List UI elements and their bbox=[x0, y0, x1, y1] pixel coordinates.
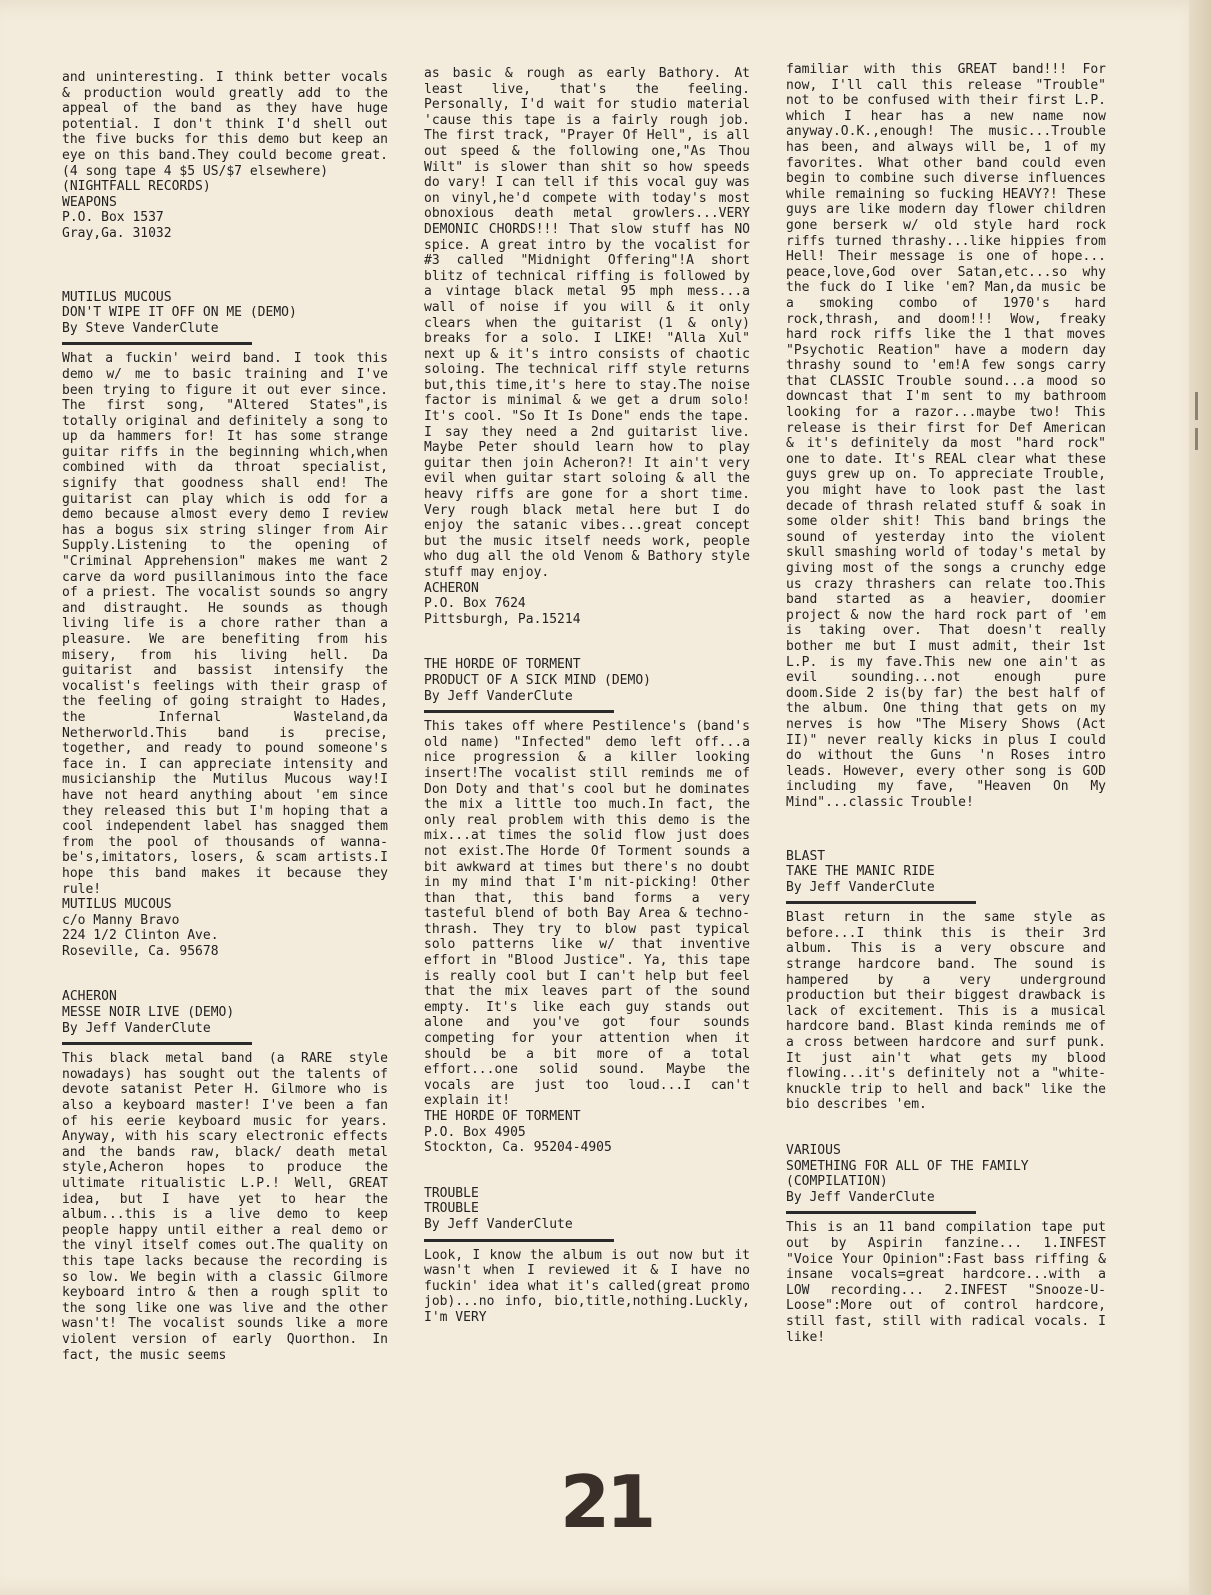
column-3 bbox=[786, 62, 1106, 1345]
column-1 bbox=[62, 70, 388, 1363]
review-band: ACHERON bbox=[62, 989, 117, 1005]
column-2 bbox=[424, 66, 750, 1326]
address-line: Roseville, Ca. 95678 bbox=[62, 943, 219, 959]
address-line: WEAPONS bbox=[62, 194, 117, 210]
review-title: DON'T WIPE IT OFF ON ME (DEMO) bbox=[62, 305, 297, 321]
address-line: THE HORDE OF TORMENT bbox=[424, 1109, 581, 1124]
intro-address bbox=[62, 179, 388, 241]
review-byline: By Jeff VanderClute bbox=[786, 1189, 935, 1205]
heading-rule bbox=[786, 901, 976, 904]
review-body: This black metal band (a RARE style nowadays) has sought out the talents of devote satanist Peter H. Gilmore who is also a keyboard master! I've been a fan of his eerie keyboard music for years. Anyway, with his scary electronic effects and the bands raw, black/ death metal style,Acheron hopes to produce the ultimate ritualistic L.P.! Well, GREAT idea, but I have yet to hear the album...this is a live demo to keep people happy until either a real demo or the vinyl itself comes out.The quality on this tape lacks because the recording is so low. We begin with a classic Gilmore keyboard intro & then a rough split to the song like one was live and the other wasn't! The vocalist sounds like a more violent version of early Quorthon. In fact, the music seems bbox=[62, 1051, 388, 1363]
review-various bbox=[786, 1143, 1106, 1345]
address-line: (NIGHTFALL RECORDS) bbox=[62, 179, 211, 195]
review-blast bbox=[786, 849, 1106, 1114]
heading-rule bbox=[424, 710, 614, 713]
address-line: 224 1/2 Clinton Ave. bbox=[62, 928, 219, 944]
review-body: Look, I know the album is out now but it wasn't when I reviewed it & I have no fuckin' idea what it's called(great promo job)...no info, bio,title,nothing.Luckly, I'm VERY bbox=[424, 1247, 750, 1325]
address-line: Gray,Ga. 31032 bbox=[62, 225, 172, 241]
address-line: Pittsburgh, Pa.15214 bbox=[424, 611, 581, 627]
address-line: c/o Manny Bravo bbox=[62, 912, 180, 928]
heading-rule bbox=[62, 1042, 252, 1045]
review-band: BLAST bbox=[786, 848, 826, 864]
review-title: TAKE THE MANIC RIDE bbox=[786, 864, 935, 880]
acheron-address bbox=[424, 581, 750, 628]
review-body-continued: as basic & rough as early Bathory. At least live, that's the feeling. Personally, I'd wait for studio material 'cause this tape is a fairly rough job. The first track, "Prayer Of Hell", is all out speed & the following one,"As Thou Wilt" is slower than shit so how speeds do vary! I can tell if this vocal guy was on vinyl,he'd compete with today's most obnoxious death metal growlers...VERY DEMONIC CHORDS!!! That slow stuff has NO spice. A great intro by the vocalist for #3 called "Midnight Offering"!A short blitz of technical riffing is followed by a vintage black metal 95 mph mess...a wall of noise if you will & it only clears when the guitarist (1 & only) breaks for a solo. I LIKE! "Alla Xul" next up & it's intro consists of chaotic soloing. The technical riff style returns but,this time,it's here to stay.The noise factor is minimal & we get a drum solo! It's cool. "So It Is Done" ends the tape. I say they need a 2nd guitarist live. Maybe Peter should learn how to play guitar then join Acheron?! It ain't very evil when guitar start soloing & all the heavy riffs are gone for a short time. Very rough black metal here but I do enjoy the satanic vibes...great concept but the music itself needs work, people who dug all the old Venom & Bathory style stuff may enjoy. bbox=[424, 66, 750, 580]
review-band: VARIOUS bbox=[786, 1143, 841, 1158]
edge-mark bbox=[1195, 392, 1198, 420]
page-number: 21 bbox=[560, 1460, 653, 1544]
heading-rule bbox=[62, 342, 252, 345]
review-horde-of-torment bbox=[424, 657, 750, 1155]
review-title: MESSE NOIR LIVE (DEMO) bbox=[62, 1005, 235, 1021]
review-byline: By Jeff VanderClute bbox=[62, 1020, 211, 1036]
edge-mark bbox=[1195, 428, 1198, 450]
review-byline: By Jeff VanderClute bbox=[424, 1216, 573, 1232]
address-line: P.O. Box 7624 bbox=[424, 596, 526, 612]
intro-review-text: and uninteresting. I think better vocals & production would greatly add to the appeal of the band as they have huge potential. I don't think I'd shell out the five bucks for this demo but keep an eye on this band.They could become great. (4 song tape 4 $5 US/$7 elsewhere) bbox=[62, 70, 388, 179]
review-body: What a fuckin' weird band. I took this demo w/ me to basic training and I've been trying to figure it out ever since. The first song, "Altered States",is totally original and definitely a song to up da hammers for! It has some strange guitar riffs in the beginning which,when combined with da throat specialist, signify that goodness shall end! The guitarist can play which is odd for a demo because almost every demo I review has a bogus six string slinger from Air Supply.Listening to the opening of "Criminal Apprehension" makes me want 2 carve da word pusillanimous into the face of a priest. The vocalist sounds so angry and distraught. He sounds as though living life is a chore rather than a pleasure. We are benefiting from his misery, from his living hell. Da guitarist and bassist intensify the vocalist's feelings with their grasp of the feeling of going straight to Hades, the Infernal Wasteland,da Netherworld.This band is precise, together, and ready to pound someone's face in. I can appreciate intensity and musicianship the Mutilus Mucous way!I have not heard anything about 'em since they released this but I'm hoping that a cool independent label has snagged them from the pool of thousands of wanna-be's,imitators, losers, & scam artists.I hope this band makes it because they rule! bbox=[62, 351, 388, 897]
address-line: Stockton, Ca. 95204-4905 bbox=[424, 1140, 612, 1156]
address-line: P.O. Box 4905 bbox=[424, 1124, 526, 1140]
address-line: MUTILUS MUCOUS bbox=[62, 897, 172, 913]
review-band: MUTILUS MUCOUS bbox=[62, 289, 172, 305]
review-body: This is an 11 band compilation tape put out by Aspirin fanzine... 1.INFEST "Voice Your Opinion":Fast bass riffing & insane vocals=great hardcore...with a LOW recording... 2.INFEST "Snooze-U-Loose":More out of control hardcore, still fast, still with radical vocals. I like! bbox=[786, 1220, 1106, 1345]
review-band: THE HORDE OF TORMENT bbox=[424, 657, 581, 673]
page-edge bbox=[1189, 0, 1211, 1595]
heading-rule bbox=[786, 1211, 976, 1214]
review-band: TROUBLE bbox=[424, 1185, 479, 1201]
review-title: PRODUCT OF A SICK MIND (DEMO) bbox=[424, 672, 651, 688]
review-trouble bbox=[424, 1186, 750, 1326]
review-title: TROUBLE bbox=[424, 1201, 479, 1217]
review-body-continued: familiar with this GREAT band!!! For now, I'll call this release "Trouble" not to be confused with their first L.P. which I hear has a new name now anyway.O.K.,enough! The music...Trouble has been, and always will be, 1 of my favorites. What other band could even begin to combine such diverse influences while remaining so fucking HEAVY?! These guys are like modern day flower children gone berserk w/ old style hard rock riffs turned thrashy...like hippies from Hell! Their message is one of hope... peace,love,God over Satan,etc...so why the fuck do I like 'em? Man,da music be a smoking combo of 1970's hard rock,thrash, and doom!!! Wow, freaky hard rock riffs like the 1 that moves "Psychotic Reation" have a modern day thrashy sound to 'em!A few songs carry that CLASSIC Trouble sound...a mood so downcast that I'm sent to my bathroom looking for a razor...maybe two! This release is their first for Def American & it's definitely da most "hard rock" one to date. It's REAL clear what these guys grew up on. To appreciate Trouble, you might have to look past the last decade of thrash related stuff & soak in some older shit! This band brings the sound of yesterday into the violent skull smashing world of today's metal by giving most of the songs a crunchy edge us crazy thrashers can relate too.This band started as a heavier, doomier project & now the hard rock part of 'em is taking over. That doesn't really bother me but I must admit, their 1st L.P. is my fave.This new one ain't as evil sounding...not enough pure doom.Side 2 is(by far) the best half of the album. One thing that gets on my nerves is how "The Misery Shows (Act II)" never really kicks in plus I could do without the Guns 'n Roses intro leads. However, every other song is GOD including my fave, "Heaven On My Mind"...classic Trouble! bbox=[786, 62, 1106, 810]
review-byline: By Jeff VanderClute bbox=[424, 688, 573, 704]
review-acheron bbox=[62, 989, 388, 1363]
review-subtitle: (COMPILATION) bbox=[786, 1174, 888, 1190]
review-title: SOMETHING FOR ALL OF THE FAMILY bbox=[786, 1158, 1029, 1174]
address-line: P.O. Box 1537 bbox=[62, 210, 164, 226]
review-mutilus-mucous bbox=[62, 290, 388, 960]
review-byline: By Steve VanderClute bbox=[62, 320, 219, 336]
review-byline: By Jeff VanderClute bbox=[786, 879, 935, 895]
review-body: This takes off where Pestilence's (band's old name) "Infected" demo left off...a nice progression & a killer looking insert!The vocalist still reminds me of Don Doty and that's cool but he dominates the mix a little too much.In fact, the only real problem with this demo is the mix...at times the solid flow just does not exist.The Horde Of Torment sounds a bit awkward at times but there's no doubt in my mind that I'm nit-picking! Other than that, this band forms a very tasteful blend of both Bay Area & techno-thrash. They try to blow past typical solo patterns like w/ that inventive effort in "Blood Justice". Ya, this tape is really cool but I can't help but feel that the mix leaves part of the sound empty. It's like each guy stands out alone and you've got four sounds competing for your attention when it should be a bit more of a total effort...one solid sound. Maybe the vocals are just too loud...I can't explain it! bbox=[424, 719, 750, 1109]
review-body: Blast return in the same style as before...I think this is their 3rd album. This is a very obscure and strange hardcore band. The sound is hampered by a very underground production but their biggest drawback is lack of excitement. This is a musical hardcore band. Blast kinda reminds me of a cross between hardcore and surf punk. It just ain't what gets my blood flowing...it's definitely not a "white-knuckle trip to hell and back" like the bio describes 'em. bbox=[786, 910, 1106, 1113]
heading-rule bbox=[424, 1239, 614, 1242]
address-line: ACHERON bbox=[424, 580, 479, 596]
